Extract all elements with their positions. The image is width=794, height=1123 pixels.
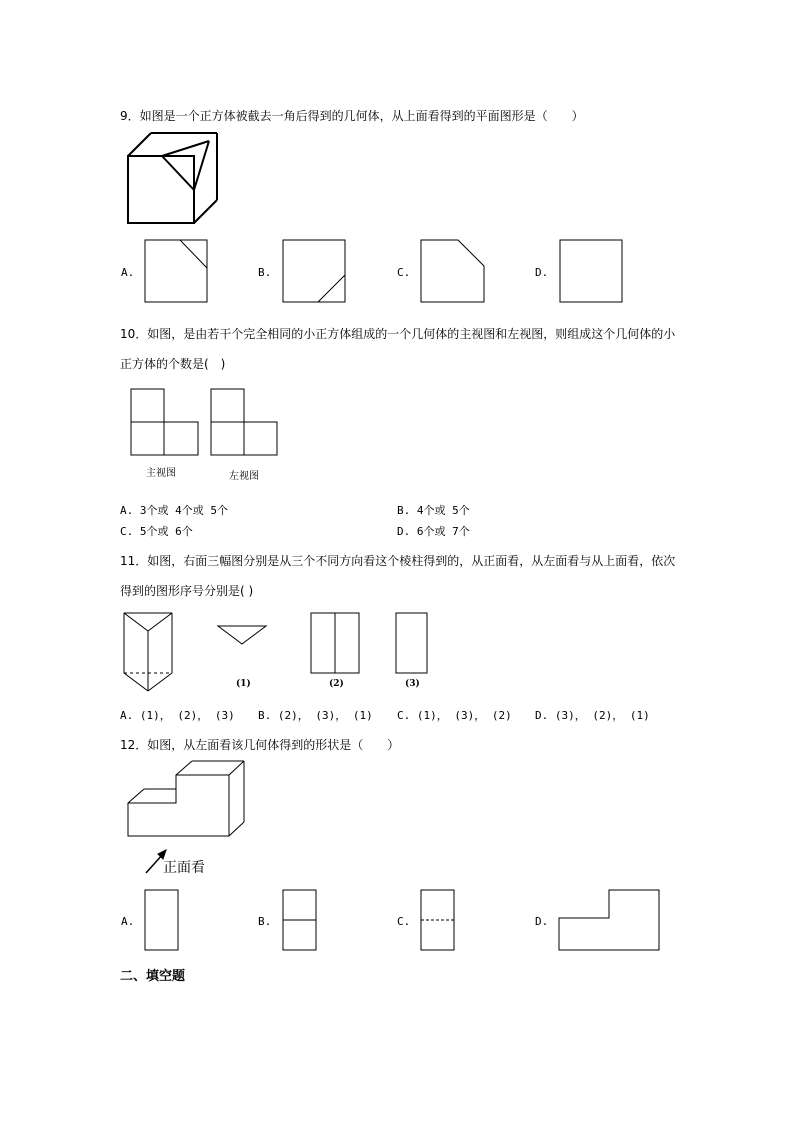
q11-stem-line2: 得到的图形序号分别是( ) [120,584,254,598]
q11-option-c[interactable]: C. (1)， (3)， (2) [397,709,512,722]
q11-option-b[interactable]: B. (2)， (3)， (1) [258,709,373,722]
q9-stem: 9．如图是一个正方体被截去一角后得到的几何体，从上面看得到的平面图形是（ ） [120,109,584,123]
q11-figure-2-label: (2) [329,679,344,689]
q10-option-a[interactable]: A. 3个或 4个或 5个 [120,504,228,517]
q12-option-c-label[interactable]: C. [397,915,411,928]
q11-option-a[interactable]: A. (1)， (2)， (3) [120,709,235,722]
q10-option-d[interactable]: D. 6个或 7个 [397,525,470,538]
q10-main-view-caption: 主视图 [146,468,176,479]
q9-option-d-label[interactable]: D. [535,266,549,279]
q12-front-view-label: 正面看 [163,860,205,876]
q9-option-c-label[interactable]: C. [397,266,411,279]
q10-stem-line2: 正方体的个数是( ) [120,357,226,371]
q11-stem-line1: 11．如图，右面三幅图分别是从三个不同方向看这个棱柱得到的，从正面看，从左面看与从上面看，依次 [120,554,676,568]
q9-option-b-label[interactable]: B. [258,266,272,279]
q12-option-d-label[interactable]: D. [535,915,549,928]
q12-stem: 12．如图，从左面看该几何体得到的形状是（ ） [120,738,400,752]
q11-figure-3-label: (3) [405,679,420,689]
q10-option-c[interactable]: C. 5个或 6个 [120,525,193,538]
q12-option-b-label[interactable]: B. [258,915,272,928]
q11-figure-1-label: (1) [236,679,251,689]
q12-option-a-label[interactable]: A. [121,915,135,928]
q10-option-b[interactable]: B. 4个或 5个 [397,504,470,517]
q10-left-view-caption: 左视图 [229,471,259,482]
q11-option-d[interactable]: D. (3)， (2)， (1) [535,709,650,722]
section-title: 二、填空题 [120,969,186,984]
q10-stem-line1: 10．如图，是由若干个完全相同的小正方体组成的一个几何体的主视图和左视图，则组成这个几何体的小 [120,327,676,341]
q9-option-a-label[interactable]: A. [121,266,135,279]
